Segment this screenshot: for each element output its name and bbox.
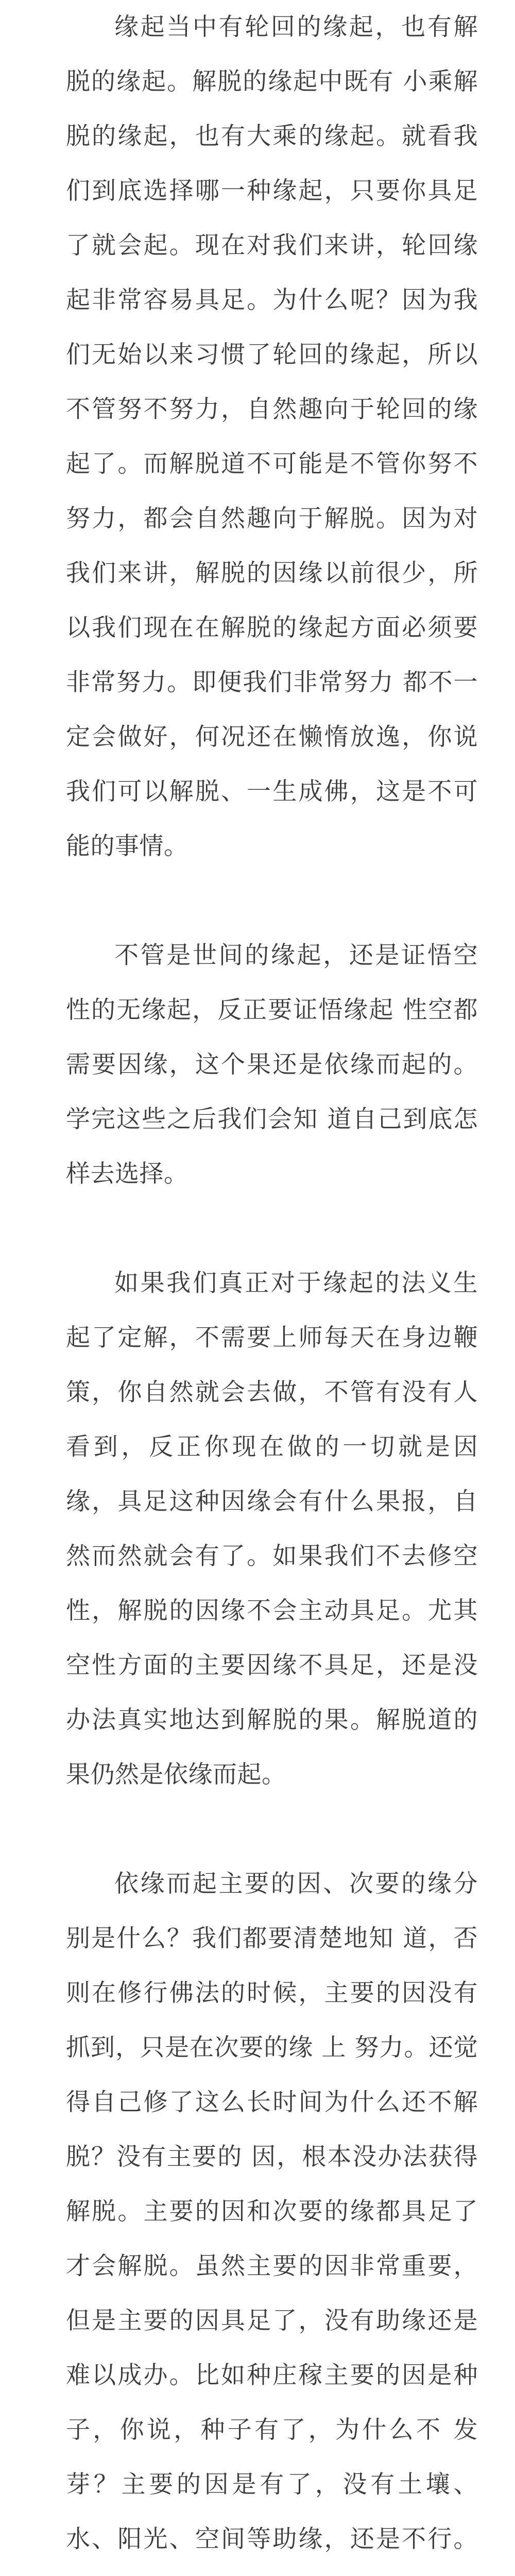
paragraph: 依缘而起主要的因、次要的缘分别是什么？我们都要清楚地知 道，否则在修行佛法的时候，主要的因没有抓到，只是在次要的缘 上 努力。还觉得自己修了这么长时间为什么还不解脱？没有主要的 因，根本没办法获得解脱。主要的因和次要的缘都具足了才会解脱。虽然主要的因非常重要，但是主要的因具足了，没有助缘还是难以成办。比如种庄稼主要的因是种子，你说，种子有了，为什么不 发芽？主要的因是有了，没有土壤、水、阳光、空间等助缘，还是不行。 xyxy=(66,1870,478,2553)
paragraph: 不管是世间的缘起，还是证悟空性的无缘起，反正要证悟缘起 性空都需要因缘，这个果还是依缘而起的。学完这些之后我们会知 道自己到底怎样去选择。 xyxy=(66,941,478,1188)
article-body xyxy=(66,0,478,2576)
paragraph: 缘起当中有轮回的缘起，也有解脱的缘起。解脱的缘起中既有 小乘解脱的缘起，也有大乘的缘起。就看我们到底选择哪一种缘起，只要你具足了就会起。现在对我们来讲，轮回缘起非常容易具足。为什么呢？因为我们无始以来习惯了轮回的缘起，所以不管努不努力，自然趣向于轮回的缘起了。而解脱道不可能是不管你努不努力，都会自然趣向于解脱。因为对我们来讲，解脱的因缘以前很少，所 以我们现在在解脱的缘起方面必须要非常努力。即便我们非常努力 都不一定会做好，何况还在懒惰放逸，你说我们可以解脱、一生成佛，这是不可能的事情。 xyxy=(66,13,478,860)
paragraph: 如果我们真正对于缘起的法义生起了定解，不需要上师每天在身边鞭策，你自然就会去做，不管有没有人看到，反正你现在做的一切就是因缘，具足这种因缘会有什么果报，自然而然就会有了。如果我们不去修空性，解脱的因缘不会主动具足。尤其空性方面的主要因缘不具足，还是没办法真实地达到解脱的果。解脱道的果仍然是依缘而起。 xyxy=(66,1269,478,1789)
